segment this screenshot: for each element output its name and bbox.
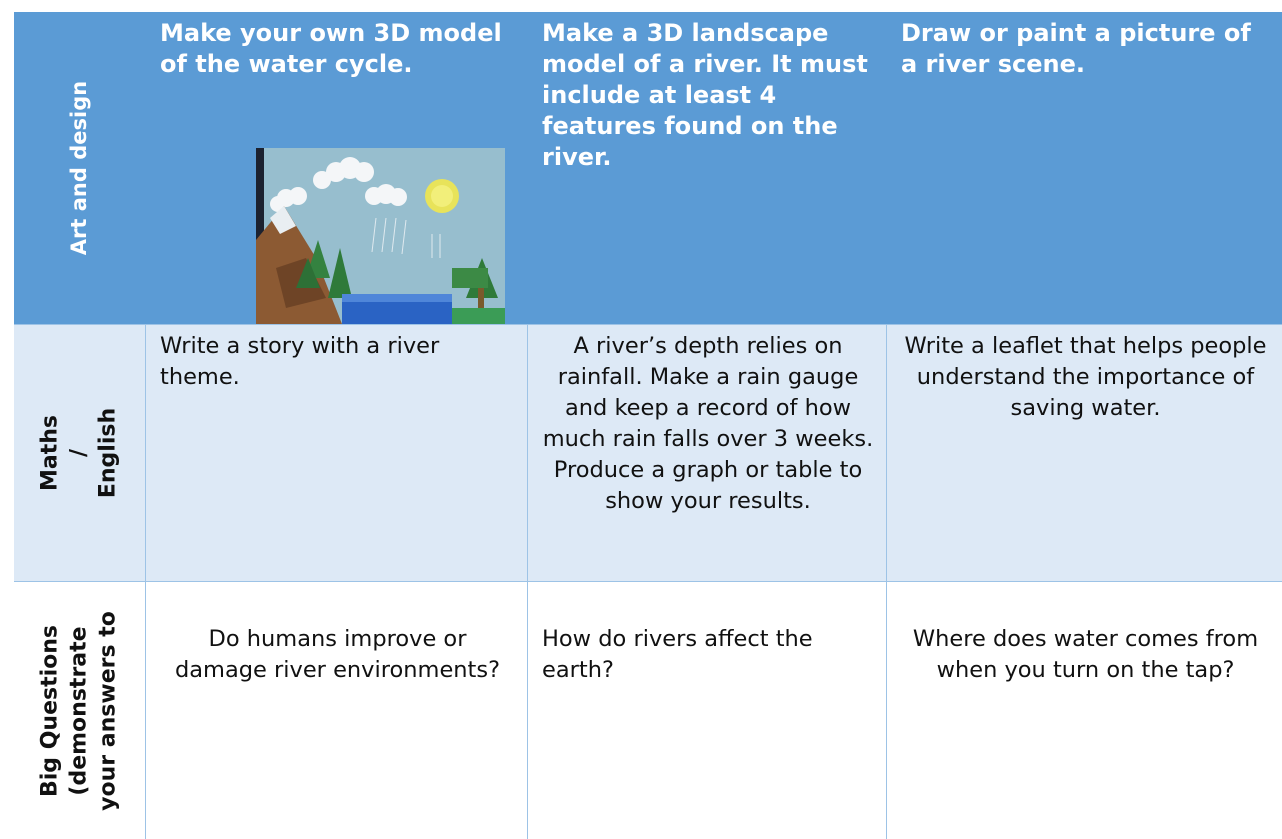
cell-text: Write a story with a river theme. bbox=[160, 333, 440, 390]
row-big-questions bbox=[14, 581, 1282, 839]
row-heading-big-questions bbox=[14, 582, 144, 839]
cell-text: Make your own 3D model of the water cycle. bbox=[160, 19, 502, 78]
cell-river-picture bbox=[886, 12, 1282, 324]
heading-line: your answers to bbox=[95, 610, 121, 811]
water-cycle-model-photo bbox=[256, 148, 505, 324]
cell-river-story bbox=[145, 325, 527, 581]
row-art-and-design bbox=[14, 12, 1282, 324]
heading-line: Big Questions bbox=[37, 624, 63, 797]
cell-humans-question bbox=[145, 582, 527, 839]
heading-text: Art and design bbox=[67, 80, 91, 256]
cell-text: Do humans improve or damage river environments? bbox=[174, 626, 501, 683]
cell-water-question bbox=[886, 582, 1282, 839]
cell-text: Make a 3D landscape model of a river. It must include at least 4 features found on the river. bbox=[542, 19, 868, 171]
cell-water-cycle-model bbox=[145, 12, 527, 324]
row-heading-maths-english bbox=[14, 325, 144, 581]
heading-line: English bbox=[95, 407, 121, 499]
cell-rivers-question bbox=[527, 582, 886, 839]
row-maths-english bbox=[14, 324, 1282, 581]
heading-line: (demonstrate bbox=[66, 625, 92, 796]
heading-line: / bbox=[66, 448, 92, 458]
cell-text: Draw or paint a picture of a river scene. bbox=[901, 19, 1251, 78]
heading-line: Maths bbox=[37, 415, 63, 492]
cell-text: Write a leaflet that helps people understand the importance of saving water. bbox=[904, 333, 1267, 421]
cell-leaflet bbox=[886, 325, 1282, 581]
cell-rain-gauge bbox=[527, 325, 886, 581]
row-heading-art-design bbox=[14, 12, 144, 324]
cell-text: Where does water comes from when you turn on the tap? bbox=[912, 626, 1259, 683]
cell-landscape-model bbox=[527, 12, 886, 324]
heading-text bbox=[36, 408, 123, 498]
cell-text: A river’s depth relies on rainfall. Make a rain gauge and keep a record of how much rain falls over 3 weeks. Produce a graph or table to show your results. bbox=[542, 333, 874, 514]
heading-text bbox=[36, 611, 123, 811]
cell-text: How do rivers affect the earth? bbox=[542, 626, 813, 683]
